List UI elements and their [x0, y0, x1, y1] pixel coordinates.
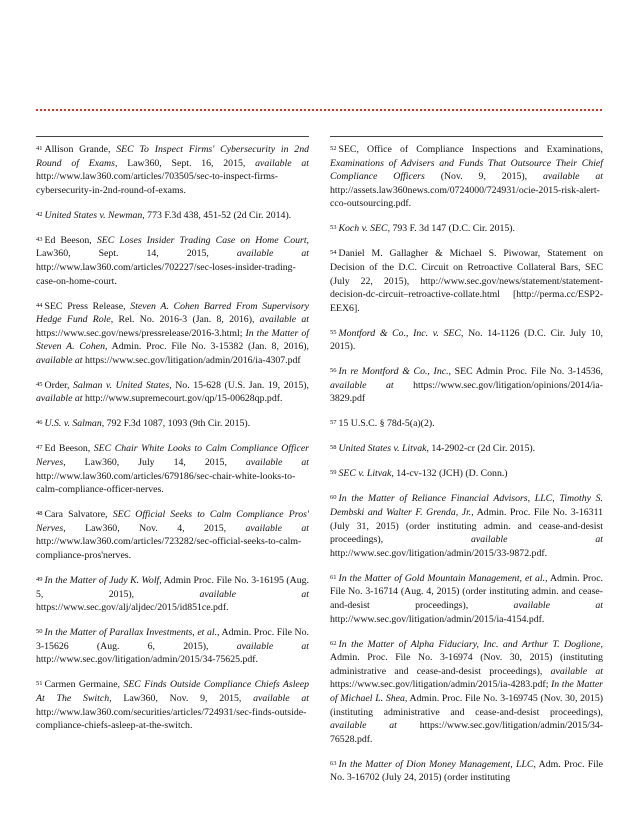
footnote-48 — [36, 508, 309, 562]
footnote-number: 61 — [330, 573, 337, 581]
footnote-list-right — [330, 143, 603, 785]
footnote-italic-text: available at — [199, 588, 309, 600]
footnote-italic-text: available at — [245, 522, 309, 534]
footnote-italic-text: available at — [550, 665, 603, 677]
footnote-text: https://www.sec.gov/litigation/opinions/2014/ia-3829.pdf — [330, 379, 603, 405]
footnote-51 — [36, 678, 309, 732]
footnote-italic-text: SEC Official Seeks to Calm Compliance Pros' Nerves — [36, 509, 310, 534]
footnote-text: http://www.sec.gov/litigation/admin/2015/34-75625.pdf. — [36, 654, 258, 666]
footnote-number: 46 — [36, 419, 43, 427]
footnote-list-left — [36, 143, 309, 733]
footnote-number: 63 — [330, 759, 337, 767]
footnote-text: http://www.sec.gov/litigation/admin/2015/33-9872.pdf. — [330, 547, 548, 559]
footnote-60 — [330, 492, 603, 560]
footnote-italic-text: SEC Chair White Looks to Calm Compliance Officer Nerves — [36, 443, 309, 469]
footnote-text: http://www.sec.gov/litigation/admin/2015/ia-4154.pdf. — [330, 613, 545, 625]
footnote-number: 62 — [330, 639, 337, 647]
footnote-text: http://www.law360.com/articles/703505/sec-to-inspect-firms-cybersecurity-in-2nd-round-of-exams. — [36, 171, 279, 196]
footnote-italic-text: United States v. Litvak — [338, 443, 427, 455]
footnote-text: Ed Beeson, — [44, 234, 97, 246]
footnote-italic-text: In the Matter of Gold Mountain Management, et al. — [338, 572, 546, 584]
footnote-text: , Law360, Nov. 4, 2015, — [63, 522, 246, 534]
footnote-italic-text: available at — [236, 640, 310, 652]
footnote-text: , 793 F. 3d 147 (D.C. Cir. 2015). — [387, 223, 515, 235]
footnote-46 — [36, 417, 309, 431]
footnote-62 — [330, 638, 603, 747]
footnote-number: 53 — [330, 224, 337, 232]
footnote-42 — [36, 209, 309, 223]
footnote-italic-text: available at — [330, 379, 394, 391]
footnote-53 — [330, 222, 603, 236]
footnote-text: , Admin Proc. File No. 3-16195 (Aug. 5, 2015), — [36, 574, 309, 600]
footnote-text: , 14-cv-132 (JCH) (D. Conn.) — [391, 468, 508, 480]
footnote-text: 15 U.S.C. § 78d-5(a)(2). — [338, 418, 435, 430]
footnote-italic-text: In the Matter of Alpha Fiduciary, Inc. and Arthur T. Doglione — [338, 638, 601, 650]
footnote-text: , Law360, Sept. 16, 2015, — [114, 157, 256, 169]
footnote-45 — [36, 379, 309, 406]
footnote-number: 42 — [36, 210, 43, 218]
footnote-text: , Adm. Proc. File No. 3-16702 (July 24, 2015) (order instituting — [330, 758, 603, 784]
footnote-text: http://www.law360.com/securities/articles/724931/sec-finds-outside-compliance-chiefs-asleep-at-the-switch. — [36, 706, 307, 732]
footnote-text: , Law360, July 14, 2015, — [63, 457, 246, 469]
footnote-54 — [330, 247, 603, 315]
footnote-58 — [330, 442, 603, 456]
footnote-italic-text: available at — [259, 314, 310, 326]
footnote-italic-text: United States v. Newman — [44, 209, 143, 221]
column-top-rule — [330, 136, 603, 137]
footnote-text: , Law360, Sept. 14, 2015, — [36, 234, 309, 260]
footnote-50 — [36, 626, 309, 667]
footnote-italic-text: available at — [236, 248, 309, 260]
footnote-number: 54 — [330, 249, 337, 257]
footnote-italic-text: available at — [330, 720, 397, 732]
footnote-number: 55 — [330, 328, 337, 336]
footnote-text: Carmen Germaine, — [44, 679, 124, 691]
footnote-text: , Law360, Nov. 9, 2015, — [109, 692, 254, 704]
footnote-number: 49 — [36, 575, 43, 583]
footnote-text: SEC, Office of Compliance Inspections and Examinations, — [338, 144, 603, 155]
footnote-number: 43 — [36, 235, 43, 243]
footnote-text: , Admin. Proc. File No. 3-16714 (Aug. 4, 2015) (order instituting admin. and cease-and-desist proceedings), — [330, 572, 603, 611]
footnote-text: https://www.sec.gov/litigation/admin/2015/34-76528.pdf. — [330, 720, 604, 745]
footnote-text: https://www.sec.gov/news/pressrelease/2016-3.html; — [36, 327, 246, 339]
footnote-text: , 14-2902-cr (2d Cir. 2015). — [426, 443, 536, 455]
footnote-italic-text: Salman v. United States — [72, 379, 170, 391]
footnote-italic-text: available at — [253, 692, 309, 704]
footnote-italic-text: In the Matter of Michael L. Shea — [330, 679, 603, 704]
footnote-number: 50 — [36, 628, 43, 636]
footnote-number: 41 — [36, 145, 43, 152]
footnote-text: (Nov. 9, 2015), — [424, 171, 544, 183]
footnote-text: , Admin. Proc. File No. 3-16974 (Nov. 30, 2015) (instituting administrative and cease-and-desist proceedings), — [330, 638, 603, 677]
footnote-text: Cara Salvatore, — [44, 509, 113, 521]
footnote-41 — [36, 143, 309, 197]
footnote-italic-text: Steven A. Cohen Barred From Supervisory Hedge Fund Role — [36, 300, 309, 326]
footnote-number: 58 — [330, 444, 337, 452]
footnote-text: https://www.sec.gov/litigation/admin/2015/ia-4283.pdf; — [330, 679, 552, 691]
footnote-text: http://www.law360.com/articles/679186/sec-chair-white-looks-to-calm-compliance-officer-nerves. — [36, 470, 296, 496]
footnote-italic-text: Koch v. SEC — [338, 223, 388, 235]
footnote-text: , No. 14-1126 (D.C. Cir. July 10, 2015). — [330, 327, 603, 353]
footnote-47 — [36, 442, 309, 496]
footnote-text: Allison Grande, — [44, 144, 117, 155]
footnote-57 — [330, 417, 603, 431]
footnote-italic-text: SEC Loses Insider Trading Case on Home Court — [96, 234, 307, 246]
footnote-italic-text: Montford & Co., Inc. v. SEC — [338, 327, 461, 339]
dotted-divider — [36, 109, 602, 111]
footnote-italic-text: available at — [470, 534, 603, 546]
footnote-56 — [330, 365, 603, 406]
footnote-number: 52 — [330, 145, 337, 152]
footnote-text: http://www.supremecourt.gov/qp/15-00628qp.pdf. — [82, 393, 283, 405]
footnote-italic-text: SEC To Inspect Firms' Cybersecurity in 2nd Round of Exams — [36, 144, 310, 169]
footnote-number: 60 — [330, 494, 337, 502]
footnote-52 — [330, 143, 603, 211]
footnote-text: , Admin. Proc. File No. 3-169745 (Nov. 30, 2015) (instituting administrative and cease-and-desist proceedings), — [330, 692, 603, 718]
footnote-text: https://www.sec.gov/litigation/admin/2016/ia-4307.pdf — [82, 354, 301, 366]
footnote-italic-text: available at — [36, 354, 83, 366]
footnote-55 — [330, 327, 603, 354]
footnote-text: , SEC Admin Proc. File No. 3-14536, — [448, 366, 603, 378]
footnote-number: 44 — [36, 301, 43, 309]
footnote-text: , Rel. No. 2016-3 (Jan. 8, 2016), — [110, 314, 260, 326]
footnote-italic-text: In the Matter of Judy K. Wolf — [44, 574, 160, 586]
column-top-rule — [36, 136, 309, 137]
footnote-text: http://assets.law360news.com/0724000/724931/ocie-2015-risk-alert-cco-outsourcing.pdf. — [330, 184, 600, 210]
footnote-italic-text: available at — [513, 599, 604, 611]
footnote-number: 57 — [330, 419, 337, 427]
footnote-43 — [36, 234, 309, 288]
footnote-italic-text: available at — [245, 457, 309, 469]
footnote-text: Order, — [44, 379, 73, 391]
footnotes-left-column — [36, 136, 309, 744]
footnote-text: http://www.law360.com/articles/723282/sec-official-seeks-to-calm-compliance-pros'nerves. — [36, 536, 302, 561]
footnote-italic-text: In the Matter of Dion Money Management, LLC — [338, 758, 534, 770]
footnote-text: , Admin. Proc. File No. 3-15626 (Aug. 6, 2015), — [36, 627, 309, 652]
footnote-number: 48 — [36, 510, 43, 518]
footnote-text: , Admin. Proc. File No. 3-15382 (Jan. 8, 2016), — [104, 341, 309, 353]
footnote-49 — [36, 574, 309, 615]
footnote-italic-text: SEC v. Litvak — [338, 468, 392, 480]
footnote-text: https://www.sec.gov/alj/aljdec/2015/id851ce.pdf. — [36, 602, 229, 614]
footnote-text: , 773 F.3d 438, 451-52 (2d Cir. 2014). — [142, 209, 292, 221]
footnote-italic-text: U.S. v. Salman — [44, 418, 102, 430]
footnote-italic-text: In the Matter of Parallax Investments, et al. — [44, 627, 218, 639]
footnote-text: Ed Beeson, — [44, 443, 94, 455]
footnote-59 — [330, 467, 603, 481]
footnote-italic-text: available at — [36, 393, 83, 405]
footnote-number: 51 — [36, 680, 43, 688]
footnote-italic-text: available at — [543, 171, 603, 183]
footnotes-right-column — [330, 136, 603, 796]
footnote-63 — [330, 758, 603, 785]
footnote-italic-text: Examinations of Advisers and Funds That Outsource Their Chief Compliance Officers — [330, 157, 603, 183]
footnote-number: 47 — [36, 444, 43, 452]
footnote-text: , 792 F.3d 1087, 1093 (9th Cir. 2015). — [101, 418, 251, 430]
footnote-text: Daniel M. Gallagher & Michael S. Piwowar, Statement on Decision of the D.C. Circuit on Retroactive Collateral Bars, SEC (July 22, 2015), http://www.sec.gov/news/statement/statement-decision-dc-circuit–retroactive-collate.html [http://perma.cc/ESP2-EEX6]. — [330, 248, 603, 314]
footnote-number: 59 — [330, 469, 337, 477]
footnote-text: SEC Press Release, — [44, 300, 131, 312]
footnote-italic-text: In the Matter of Steven A. Cohen — [36, 327, 309, 353]
footnote-number: 45 — [36, 380, 43, 388]
footnote-italic-text: In the Matter of Reliance Financial Advisors, LLC, Timothy S. Dembski and Walter F. Grenda, Jr. — [330, 493, 603, 518]
footnote-italic-text: In re Montford & Co., Inc. — [338, 366, 449, 378]
footnote-text: , No. 15-628 (U.S. Jan. 19, 2015), — [169, 379, 309, 391]
footnote-number: 56 — [330, 367, 337, 375]
footnote-text: , Admin. Proc. File No. 3-16311 (July 31, 2015) (order instituting admin. and cease-and-desist proceedings), — [330, 507, 603, 546]
footnote-italic-text: SEC Finds Outside Compliance Chiefs Asleep At The Switch — [36, 679, 310, 704]
footnote-italic-text: available at — [255, 157, 310, 169]
footnote-44 — [36, 300, 309, 368]
footnote-61 — [330, 572, 603, 626]
footnote-text: http://www.law360.com/articles/702227/sec-loses-insider-trading-case-on-home-court. — [36, 261, 296, 287]
